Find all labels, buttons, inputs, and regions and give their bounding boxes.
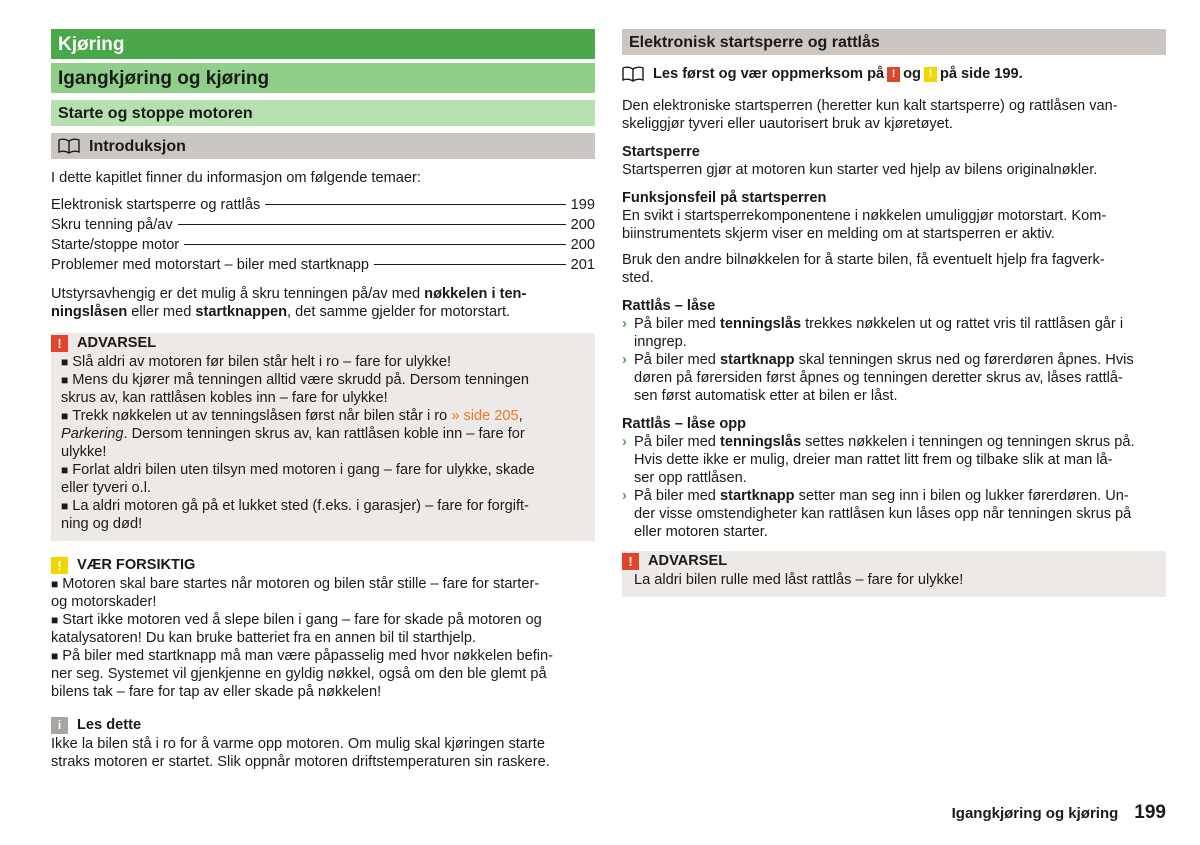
text-run: sted. [622, 270, 654, 286]
page-reference-text: på side 199. [939, 66, 1023, 82]
text-run-bold: tenningslås [719, 316, 802, 332]
toc-label: Problemer med motorstart – biler med startknapp [51, 257, 369, 273]
warning-header [51, 333, 585, 353]
arrow-icon: › [622, 488, 627, 504]
read-first-line [622, 65, 1166, 83]
exclamation-icon: ! [51, 557, 68, 574]
text-run-bold: startknapp [719, 488, 795, 504]
page-reference-link[interactable]: » side 205 [451, 408, 519, 424]
text-run: eller motoren starter. [634, 524, 768, 540]
footer-title: Igangkjøring og kjøring [951, 805, 1119, 822]
toc-row[interactable] [51, 195, 595, 215]
warning-item [61, 407, 585, 461]
text-run-italic: Parkering [61, 426, 124, 442]
toc-leader [374, 264, 566, 265]
warning-title: ADVARSEL [77, 335, 157, 351]
text-run: På biler med startknapp må man være påpasselig med hvor nøkkelen befin- [62, 648, 554, 664]
list-item [622, 351, 1166, 405]
warning-title: ADVARSEL [648, 553, 728, 569]
funksjonsfeil-text [622, 207, 1166, 243]
rattlaas-laase-heading: Rattlås – låse [622, 298, 716, 314]
right-column [622, 29, 1166, 597]
warning-item [61, 353, 585, 371]
intro-heading-text: Introduksjon [89, 137, 186, 155]
right-heading [622, 29, 1166, 55]
bullet-icon: ■ [61, 355, 69, 369]
section-title: Igangkjøring og kjøring [51, 63, 595, 93]
text-run: På biler med [634, 352, 720, 368]
intro-heading [51, 133, 595, 159]
text-run: På biler med [634, 488, 720, 504]
ignition-paragraph [51, 285, 595, 321]
page-footer [952, 804, 1166, 823]
toc-leader [184, 244, 565, 245]
text-run: sen først automatisk etter at bilen er låst. [634, 388, 898, 404]
right-heading-text: Elektronisk startsperre og rattlås [629, 33, 880, 51]
toc-page: 201 [570, 257, 595, 273]
toc-row[interactable] [51, 255, 595, 275]
text-run: En svikt i startsperrekomponentene i nøkkelen umuliggjør motorstart. Kom- [622, 208, 1107, 224]
arrow-icon: › [622, 434, 627, 450]
text-run: På biler med [634, 434, 720, 450]
text-run: trekkes nøkkelen ut og rattet vris til rattlåsen går i [801, 316, 1124, 332]
note-header [51, 715, 595, 735]
warning-box [622, 551, 1166, 597]
text-run: skrus av, kan rattlåsen kobles inn – fare for ulykke! [61, 390, 388, 406]
subsection-title: Starte og stoppe motoren [51, 100, 595, 126]
text-run-bold: startknapp [719, 352, 795, 368]
page-number: 199 [1134, 802, 1166, 823]
bullet-icon: ■ [51, 649, 59, 663]
text-run: Forlat aldri bilen uten tilsyn med motoren i gang – fare for ulykke, skade [72, 462, 535, 478]
exclamation-icon: ! [622, 553, 639, 570]
caution-title: VÆR FORSIKTIG [77, 557, 196, 573]
text-run: katalysatoren! Du kan bruke batteriet fra en annen bil til starthjelp. [51, 630, 477, 646]
text-run: ser opp rattlåsen. [634, 470, 747, 486]
warning-text: La aldri bilen rulle med låst rattlås – fare for ulykke! [634, 572, 964, 588]
intro-paragraph [622, 97, 1166, 133]
left-column [51, 29, 595, 771]
startsperre-text: Startsperren gjør at motoren kun starter ved hjelp av bilens originalnøkler. [622, 162, 1098, 178]
note-text [51, 735, 595, 771]
text-run: Start ikke motoren ved å slepe bilen i gang – fare for skade på motoren og [62, 612, 542, 628]
text-run: Trekk nøkkelen ut av tenningslåsen først når bilen står i ro [72, 408, 452, 424]
text-run-bold: nøkkelen i ten- [424, 286, 527, 302]
note-box [51, 715, 595, 771]
toc-label: Starte/stoppe motor [51, 237, 180, 253]
caution-item [51, 575, 595, 611]
toc-leader [265, 204, 565, 205]
caution-box [51, 555, 595, 701]
caution-item [51, 647, 595, 701]
text-run: inngrep. [634, 334, 687, 350]
toc-label: Elektronisk startsperre og rattlås [51, 197, 261, 213]
text-run: På biler med [634, 316, 720, 332]
text-run-bold: ningslåsen [51, 304, 128, 320]
text-run: setter man seg inn i bilen og lukker førerdøren. Un- [794, 488, 1129, 504]
toc-row[interactable] [51, 235, 595, 255]
book-icon [622, 66, 644, 82]
toc-leader [178, 224, 566, 225]
bullet-icon: ■ [51, 577, 59, 591]
list-item [622, 315, 1166, 351]
bullet-icon: ■ [61, 373, 69, 387]
toc-page: 200 [570, 237, 595, 253]
warning-header [622, 551, 1154, 571]
warning-item [61, 461, 585, 497]
exclamation-icon: ! [924, 67, 937, 82]
text-run: , [518, 408, 523, 424]
text-run: Utstyrsavhengig er det mulig å skru tenningen på/av med [51, 286, 425, 302]
intro-text: I dette kapitlet finner du informasjon om følgende temaer: [51, 170, 421, 186]
spare-key-text [622, 251, 1166, 287]
warning-box [51, 333, 595, 541]
arrow-icon: › [622, 316, 627, 332]
text-run: der visse omstendigheter kan rattlåsen kun låses opp når tenningen skrus på [634, 506, 1132, 522]
text-run: Ikke la bilen stå i ro for å varme opp motoren. Om mulig skal kjøringen starte [51, 736, 545, 752]
startsperre-heading: Startsperre [622, 144, 700, 160]
toc-label: Skru tenning på/av [51, 217, 173, 233]
text-run: biinstrumentets skjerm viser en melding om at startsperren er aktiv. [622, 226, 1055, 242]
book-icon [58, 138, 80, 154]
warning-item [61, 371, 585, 407]
toc-page: 199 [570, 197, 595, 213]
note-title: Les dette [77, 717, 142, 733]
text-run: Slå aldri av motoren før bilen står helt i ro – fare for ulykke! [72, 354, 452, 370]
text-run: skal tenningen skrus ned og førerdøren åpnes. Hvis [794, 352, 1134, 368]
warning-item [61, 497, 585, 533]
text-run: Motoren skal bare startes når motoren og bilen står stille – fare for starter- [62, 576, 540, 592]
bullet-icon: ■ [51, 613, 59, 627]
text-run: Les først og vær oppmerksom på [653, 66, 885, 82]
text-run: Den elektroniske startsperren (heretter kun kalt startsperre) og rattlåsen van- [622, 98, 1118, 114]
funksjonsfeil-heading: Funksjonsfeil på startsperren [622, 190, 827, 206]
info-icon: i [51, 717, 68, 734]
arrow-icon: › [622, 352, 627, 368]
rattlaas-opp-heading: Rattlås – låse opp [622, 416, 747, 432]
toc-row[interactable] [51, 215, 595, 235]
text-run: og [903, 66, 921, 82]
bullet-icon: ■ [61, 409, 69, 423]
list-item [622, 433, 1166, 487]
chapter-title: Kjøring [51, 29, 595, 59]
text-run: ulykke! [61, 444, 107, 460]
text-run: Hvis dette ikke er mulig, dreier man rattet litt frem og tilbake slik at man lå- [634, 452, 1113, 468]
text-run: ner seg. Systemet vil gjenkjenne en gyldig nøkkel, også om den ble glemt på [51, 666, 547, 682]
text-run: , det samme gjelder for motorstart. [287, 304, 511, 320]
text-run-bold: startknappen [195, 304, 288, 320]
text-run: La aldri motoren gå på et lukket sted (f.eks. i garasjer) – fare for forgift- [72, 498, 529, 514]
text-run: døren på førersiden først åpnes og tenningen deretter skrus av, låses rattlå- [634, 370, 1123, 386]
text-run: og motorskader! [51, 594, 157, 610]
bullet-icon: ■ [61, 499, 69, 513]
text-run: Bruk den andre bilnøkkelen for å starte bilen, få eventuelt hjelp fra fagverk- [622, 252, 1105, 268]
toc-page: 200 [570, 217, 595, 233]
caution-header [51, 555, 595, 575]
text-run: . Dersom tenningen skrus av, kan rattlåsen koble inn – fare for [123, 426, 525, 442]
exclamation-icon: ! [887, 67, 900, 82]
toc-list [51, 195, 595, 275]
text-run: eller med [127, 304, 196, 320]
bullet-icon: ■ [61, 463, 69, 477]
text-run: ning og død! [61, 516, 143, 532]
text-run: Mens du kjører må tenningen alltid være skrudd på. Dersom tenningen [72, 372, 529, 388]
text-run: eller tyveri o.l. [61, 480, 152, 496]
text-run: skeliggjør tyveri eller uautorisert bruk av kjøretøyet. [622, 116, 953, 132]
exclamation-icon: ! [51, 335, 68, 352]
text-run: bilens tak – fare for tap av eller skade på nøkkelen! [51, 684, 382, 700]
text-run-bold: tenningslås [719, 434, 802, 450]
list-item [622, 487, 1166, 541]
text-run: settes nøkkelen i tenningen og tenningen skrus på. [801, 434, 1135, 450]
text-run: straks motoren er startet. Slik oppnår motoren driftstemperaturen sin raskere. [51, 754, 550, 770]
caution-item [51, 611, 595, 647]
